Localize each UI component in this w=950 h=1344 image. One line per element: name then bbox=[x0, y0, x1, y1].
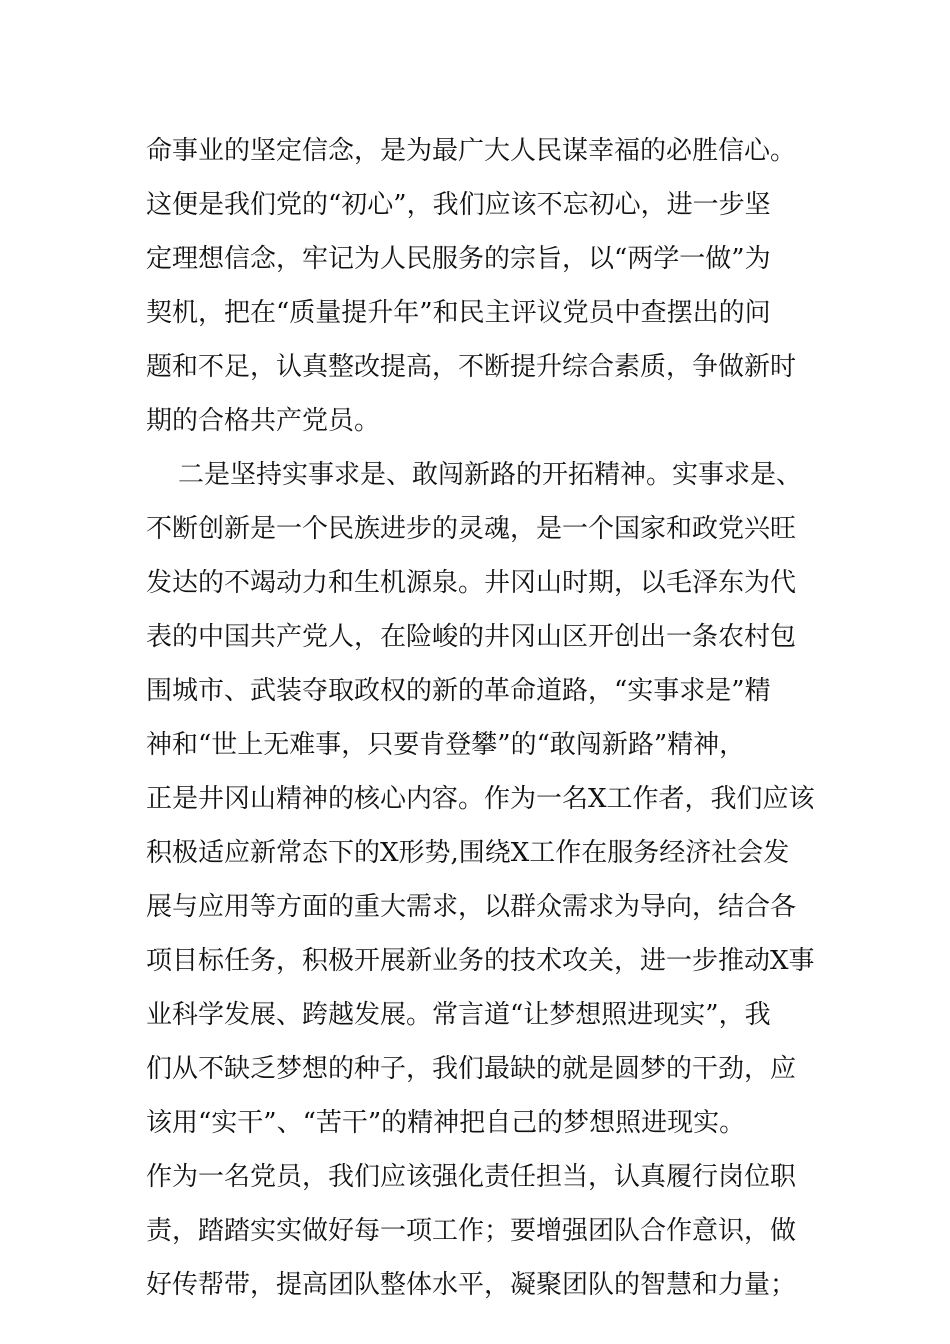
text-line: 契机，把在“质量提升年”和民主评议党员中查摆出的问 bbox=[146, 298, 771, 328]
text-line: 表的中国共产党人，在险峻的井冈山区开创出一条农村包 bbox=[146, 622, 797, 652]
text-line: 作为一名党员，我们应该强化责任担当，认真履行岗位职 bbox=[146, 1162, 797, 1192]
text-line: 积极适应新常态下的X形势,围绕X工作在服务经济社会发 bbox=[146, 838, 790, 868]
text-line: 不断创新是一个民族进步的灵魂，是一个国家和政党兴旺 bbox=[146, 514, 797, 544]
text-line: 神和“世上无难事，只要肯登攀”的“敢闯新路”精神， bbox=[146, 730, 746, 760]
text-line: 业科学发展、跨越发展。常言道“让梦想照进现实”，我 bbox=[146, 1000, 771, 1030]
text-line: 该用“实干”、“苦干”的精神把自己的梦想照进现实。 bbox=[146, 1108, 746, 1138]
text-line: 责，踏踏实实做好每一项工作；要增强团队合作意识，做 bbox=[146, 1216, 797, 1246]
text-line: 这便是我们党的“初心”，我们应该不忘初心，进一步坚 bbox=[146, 190, 771, 220]
text-line: 期的合格共产党员。 bbox=[146, 406, 381, 436]
text-line: 发达的不竭动力和生机源泉。井冈山时期，以毛泽东为代 bbox=[146, 568, 797, 598]
text-line: 正是井冈山精神的核心内容。作为一名X工作者，我们应该 bbox=[146, 784, 815, 814]
text-line: 展与应用等方面的重大需求，以群众需求为导向，结合各 bbox=[146, 892, 797, 922]
text-line: 定理想信念，牢记为人民服务的宗旨，以“两学一做”为 bbox=[146, 244, 771, 274]
text-line: 项目标任务，积极开展新业务的技术攻关，进一步推动X事 bbox=[146, 946, 815, 976]
text-line: 好传帮带，提高团队整体水平，凝聚团队的智慧和力量； bbox=[146, 1270, 797, 1300]
body-text bbox=[146, 124, 816, 1312]
text-line: 们从不缺乏梦想的种子，我们最缺的就是圆梦的干劲，应 bbox=[146, 1054, 797, 1084]
text-line: 题和不足，认真整改提高，不断提升综合素质，争做新时 bbox=[146, 352, 797, 382]
text-line: 命事业的坚定信念，是为最广大人民谋幸福的必胜信心。 bbox=[146, 136, 797, 166]
paragraph-start-line: 二是坚持实事求是、敢闯新路的开拓精神。实事求是、 bbox=[178, 460, 803, 490]
text-line: 围城市、武装夺取政权的新的革命道路，“实事求是”精 bbox=[146, 676, 771, 706]
